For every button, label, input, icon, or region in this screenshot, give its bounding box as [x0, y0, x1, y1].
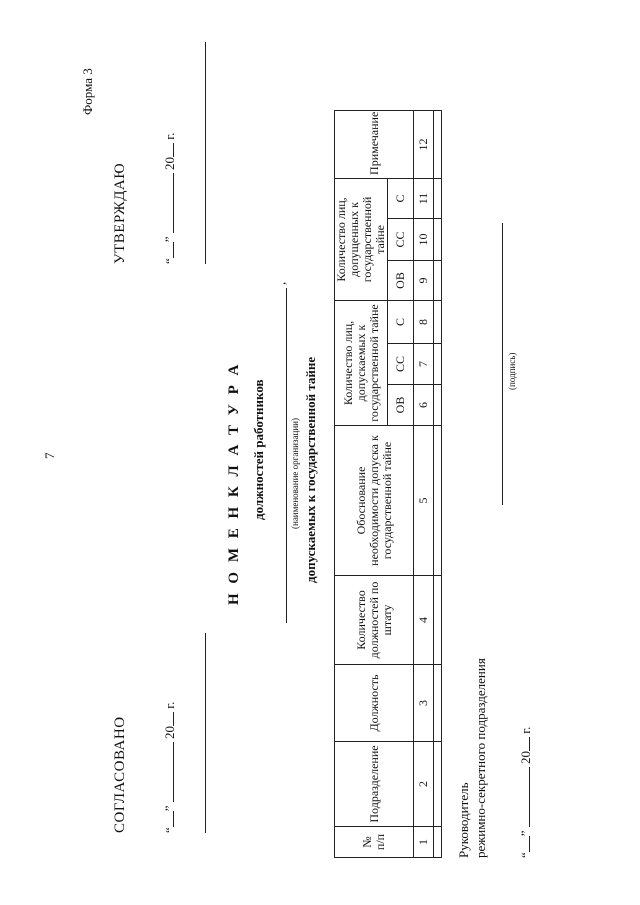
empty-cell: [434, 110, 442, 178]
column-number: 6: [414, 385, 434, 426]
organization-comma: ,: [273, 281, 288, 285]
header-s-admitted: С: [388, 300, 414, 343]
year-blank: [162, 143, 174, 157]
signature-line: [502, 223, 503, 505]
document-subtitle-2: допускаемых к государственной тайне: [303, 356, 318, 583]
month-blank: [162, 173, 174, 233]
empty-cell: [434, 300, 442, 343]
year-prefix: 20: [518, 750, 533, 764]
year-prefix: 20: [162, 725, 177, 739]
organization-name-line: [286, 288, 287, 623]
organization-caption: (наименование организации): [290, 418, 300, 529]
signature-caption: (подпись): [507, 352, 517, 390]
header-number: № п/п: [335, 827, 414, 858]
header-ss-admitted: СС: [388, 344, 414, 385]
header-ov-cleared: ОВ: [388, 260, 414, 300]
header-ov-admitted: ОВ: [388, 385, 414, 426]
header-note: Примечание: [335, 110, 414, 178]
year-suffix: г.: [162, 701, 177, 709]
day-blank: [162, 811, 174, 827]
header-positions-count: Количество должностей по штату: [335, 576, 414, 665]
approval-left-signature-line: [205, 633, 206, 833]
manager-title-line-2: режимно-секретного подразделения: [473, 658, 488, 858]
year-prefix: 20: [162, 156, 177, 170]
date-close-quote: ”: [518, 830, 533, 837]
empty-cell: [434, 665, 442, 742]
header-s-cleared: С: [388, 178, 414, 218]
date-open-quote: “: [518, 852, 533, 858]
page-number: 7: [42, 452, 57, 459]
column-number: 9: [414, 260, 434, 300]
approval-left-date: [162, 702, 178, 833]
empty-cell: [434, 742, 442, 827]
column-number: 11: [414, 178, 434, 218]
empty-cell: [434, 344, 442, 385]
date-close-quote: ”: [162, 236, 177, 243]
empty-cell: [434, 178, 442, 218]
empty-cell: [434, 385, 442, 426]
column-number: 12: [414, 110, 434, 178]
date-open-quote: “: [162, 827, 177, 833]
table-tail: [335, 33, 442, 110]
empty-cell: [434, 260, 442, 300]
empty-cell: [434, 426, 442, 576]
year-suffix: г.: [518, 726, 533, 734]
manager-title-line-1: Руководитель: [456, 782, 471, 858]
column-number: 2: [414, 742, 434, 827]
column-number: 7: [414, 344, 434, 385]
date-open-quote: “: [162, 258, 177, 264]
day-blank: [518, 836, 530, 852]
day-blank: [162, 242, 174, 258]
approval-right-date: [162, 133, 178, 264]
header-ss-cleared: СС: [388, 218, 414, 260]
approval-right-label: УТВЕРЖДАЮ: [112, 162, 128, 264]
approval-right-signature-line: [205, 42, 206, 264]
header-position: Должность: [335, 665, 414, 742]
empty-cell: [434, 827, 442, 858]
document-title: Н О М Е Н К Л А Т У Р А: [226, 361, 242, 605]
column-number: 4: [414, 576, 434, 665]
year-blank: [518, 737, 530, 751]
empty-cell: [434, 576, 442, 665]
column-number: 10: [414, 218, 434, 260]
year-suffix: г.: [162, 132, 177, 140]
approval-left-label: СОГЛАСОВАНО: [112, 716, 128, 833]
header-admitted-group: Количество лиц, допускаемых к государственной тайне: [335, 300, 388, 425]
document-subtitle-1: должностей работников: [251, 379, 266, 520]
month-blank: [518, 767, 530, 827]
column-number: 8: [414, 300, 434, 343]
header-justification: Обоснование необходимости допуска к государственной тайне: [335, 426, 414, 576]
year-blank: [162, 712, 174, 726]
column-number: 1: [414, 827, 434, 858]
nomenclature-table: [334, 33, 442, 858]
header-cleared-group: Количество лиц, допущенных к государственной тайне: [335, 178, 388, 300]
month-blank: [162, 742, 174, 802]
header-department: Подразделение: [335, 742, 414, 827]
form-number: Форма 3: [80, 68, 95, 115]
column-number: 3: [414, 665, 434, 742]
date-close-quote: ”: [162, 805, 177, 812]
column-number: 5: [414, 426, 434, 576]
footer-date: [518, 727, 534, 858]
empty-cell: [434, 218, 442, 260]
